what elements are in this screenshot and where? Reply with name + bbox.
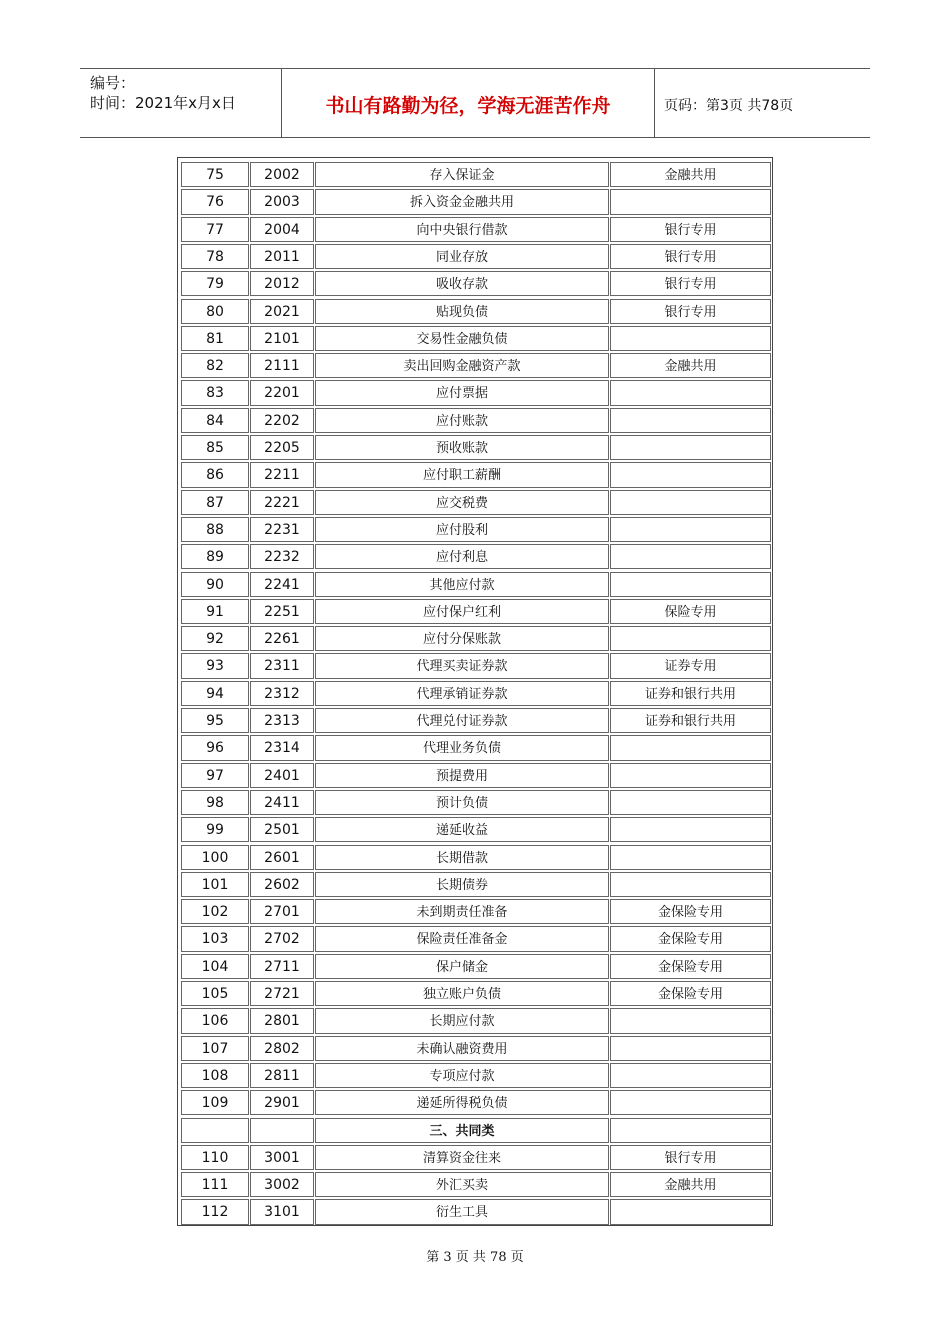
account-code-cell (250, 1118, 314, 1143)
usage-note-cell: 银行专用 (610, 299, 771, 324)
table-row (181, 1171, 769, 1198)
row-index-cell: 97 (181, 763, 249, 788)
account-code-cell: 2901 (250, 1090, 314, 1115)
row-index-cell: 78 (181, 244, 249, 269)
account-code-cell: 2312 (250, 681, 314, 706)
usage-note-cell: 金保险专用 (610, 899, 771, 924)
account-code-cell: 2261 (250, 626, 314, 651)
serial-label: 编号： (90, 74, 136, 92)
account-code-cell: 2251 (250, 599, 314, 624)
account-name-cell: 拆入资金金融共用 (315, 189, 609, 214)
account-code-cell: 2701 (250, 899, 314, 924)
account-name-cell: 代理业务负债 (315, 735, 609, 760)
table-row (181, 980, 769, 1007)
account-code-cell: 2702 (250, 926, 314, 951)
row-index-cell: 93 (181, 653, 249, 678)
header-page-info: 页码：第3页 共78页 (664, 98, 794, 114)
usage-note-cell (610, 380, 771, 405)
table-row (181, 243, 769, 270)
section-title-cell: 三、共同类 (315, 1118, 609, 1143)
account-code-cell: 2601 (250, 845, 314, 870)
account-code-cell: 2721 (250, 981, 314, 1006)
row-index-cell: 85 (181, 435, 249, 460)
usage-note-cell (610, 1008, 771, 1033)
account-code-cell: 2101 (250, 326, 314, 351)
row-index-cell: 106 (181, 1008, 249, 1033)
account-name-cell: 吸收存款 (315, 271, 609, 296)
account-name-cell: 长期债券 (315, 872, 609, 897)
table-row (181, 1062, 769, 1089)
account-code-cell: 2205 (250, 435, 314, 460)
table-row (181, 871, 769, 898)
table-row (181, 188, 769, 215)
usage-note-cell (610, 326, 771, 351)
account-code-cell: 2004 (250, 217, 314, 242)
account-code-cell: 2802 (250, 1036, 314, 1061)
account-name-cell: 未确认融资费用 (315, 1036, 609, 1061)
account-name-cell: 应付票据 (315, 380, 609, 405)
row-index-cell: 99 (181, 817, 249, 842)
table-row (181, 270, 769, 297)
usage-note-cell (610, 1118, 771, 1143)
table-row (181, 707, 769, 734)
account-name-cell: 外汇买卖 (315, 1172, 609, 1197)
usage-note-cell (610, 735, 771, 760)
row-index-cell: 111 (181, 1172, 249, 1197)
account-name-cell: 长期借款 (315, 845, 609, 870)
table-row (181, 325, 769, 352)
account-code-cell: 2221 (250, 490, 314, 515)
row-index-cell: 75 (181, 162, 249, 187)
table-row (181, 407, 769, 434)
account-code-cell: 2411 (250, 790, 314, 815)
table-row (181, 816, 769, 843)
table-row (181, 216, 769, 243)
usage-note-cell (610, 763, 771, 788)
usage-note-cell: 银行专用 (610, 217, 771, 242)
row-index-cell: 104 (181, 954, 249, 979)
usage-note-cell: 金融共用 (610, 1172, 771, 1197)
usage-note-cell: 银行专用 (610, 244, 771, 269)
account-name-cell: 代理承销证券款 (315, 681, 609, 706)
account-name-cell: 预提费用 (315, 763, 609, 788)
accounts-table (177, 157, 773, 1226)
usage-note-cell: 证券和银行共用 (610, 681, 771, 706)
row-index-cell: 76 (181, 189, 249, 214)
usage-note-cell: 银行专用 (610, 271, 771, 296)
row-index-cell: 96 (181, 735, 249, 760)
table-row (181, 1007, 769, 1034)
usage-note-cell (610, 517, 771, 542)
account-name-cell: 递延收益 (315, 817, 609, 842)
table-row (181, 680, 769, 707)
account-code-cell: 2202 (250, 408, 314, 433)
account-code-cell: 2311 (250, 653, 314, 678)
account-code-cell: 2111 (250, 353, 314, 378)
usage-note-cell (610, 1199, 771, 1224)
table-row (181, 298, 769, 325)
usage-note-cell: 银行专用 (610, 1145, 771, 1170)
table-row (181, 161, 769, 188)
table-row (181, 434, 769, 461)
account-name-cell: 同业存放 (315, 244, 609, 269)
account-name-cell: 应付利息 (315, 544, 609, 569)
account-code-cell: 2021 (250, 299, 314, 324)
date-label: 时间：2021年x月x日 (90, 94, 236, 112)
account-name-cell: 应付账款 (315, 408, 609, 433)
account-code-cell: 2002 (250, 162, 314, 187)
row-index-cell: 94 (181, 681, 249, 706)
row-index-cell: 77 (181, 217, 249, 242)
row-index-cell: 109 (181, 1090, 249, 1115)
account-name-cell: 递延所得税负债 (315, 1090, 609, 1115)
table-row (181, 571, 769, 598)
account-name-cell: 其他应付款 (315, 572, 609, 597)
usage-note-cell (610, 817, 771, 842)
account-name-cell: 应付股利 (315, 517, 609, 542)
account-name-cell: 保险责任准备金 (315, 926, 609, 951)
table-row (181, 925, 769, 952)
account-name-cell: 衍生工具 (315, 1199, 609, 1224)
account-name-cell: 代理买卖证券款 (315, 653, 609, 678)
row-index-cell: 81 (181, 326, 249, 351)
usage-note-cell (610, 790, 771, 815)
row-index-cell: 102 (181, 899, 249, 924)
account-code-cell: 2602 (250, 872, 314, 897)
account-name-cell: 预收账款 (315, 435, 609, 460)
account-code-cell: 3101 (250, 1199, 314, 1224)
row-index-cell: 83 (181, 380, 249, 405)
usage-note-cell: 保险专用 (610, 599, 771, 624)
account-code-cell: 2711 (250, 954, 314, 979)
row-index-cell: 101 (181, 872, 249, 897)
row-index-cell: 80 (181, 299, 249, 324)
table-row (181, 1089, 769, 1116)
row-index-cell: 95 (181, 708, 249, 733)
account-code-cell: 2003 (250, 189, 314, 214)
account-code-cell: 2241 (250, 572, 314, 597)
account-name-cell: 向中央银行借款 (315, 217, 609, 242)
account-name-cell: 存入保证金 (315, 162, 609, 187)
account-code-cell: 2012 (250, 271, 314, 296)
row-index-cell: 87 (181, 490, 249, 515)
account-name-cell: 未到期责任准备 (315, 899, 609, 924)
account-name-cell: 应交税费 (315, 490, 609, 515)
table-row (181, 543, 769, 570)
account-code-cell: 2231 (250, 517, 314, 542)
account-name-cell: 清算资金往来 (315, 1145, 609, 1170)
table-row (181, 1035, 769, 1062)
table-row (181, 379, 769, 406)
usage-note-cell: 金融共用 (610, 162, 771, 187)
table-row (181, 844, 769, 871)
row-index-cell: 100 (181, 845, 249, 870)
table-row (181, 898, 769, 925)
account-code-cell: 2401 (250, 763, 314, 788)
account-name-cell: 交易性金融负债 (315, 326, 609, 351)
usage-note-cell (610, 490, 771, 515)
account-name-cell: 代理兑付证券款 (315, 708, 609, 733)
account-name-cell: 独立账户负债 (315, 981, 609, 1006)
account-name-cell: 应付保户红利 (315, 599, 609, 624)
usage-note-cell (610, 626, 771, 651)
row-index-cell: 107 (181, 1036, 249, 1061)
usage-note-cell (610, 544, 771, 569)
account-name-cell: 保户储金 (315, 954, 609, 979)
table-row (181, 461, 769, 488)
row-index-cell: 110 (181, 1145, 249, 1170)
account-name-cell: 应付分保账款 (315, 626, 609, 651)
row-index-cell: 88 (181, 517, 249, 542)
table-row (181, 489, 769, 516)
usage-note-cell (610, 408, 771, 433)
usage-note-cell (610, 435, 771, 460)
account-name-cell: 预计负债 (315, 790, 609, 815)
table-row (181, 789, 769, 816)
row-index-cell: 89 (181, 544, 249, 569)
account-code-cell: 2501 (250, 817, 314, 842)
header-divider (654, 69, 655, 137)
account-code-cell: 2314 (250, 735, 314, 760)
row-index-cell: 105 (181, 981, 249, 1006)
row-index-cell (181, 1118, 249, 1143)
row-index-cell: 112 (181, 1199, 249, 1224)
page-header (80, 68, 870, 138)
usage-note-cell: 证券和银行共用 (610, 708, 771, 733)
account-name-cell: 应付职工薪酬 (315, 462, 609, 487)
usage-note-cell (610, 1036, 771, 1061)
account-code-cell: 2313 (250, 708, 314, 733)
table-body (181, 161, 769, 1222)
header-meta (90, 73, 280, 113)
usage-note-cell: 金保险专用 (610, 954, 771, 979)
row-index-cell: 103 (181, 926, 249, 951)
usage-note-cell (610, 845, 771, 870)
row-index-cell: 98 (181, 790, 249, 815)
header-motto: 书山有路勤为径，学海无涯苦作舟 (325, 95, 611, 117)
account-code-cell: 2811 (250, 1063, 314, 1088)
usage-note-cell (610, 872, 771, 897)
table-row (181, 352, 769, 379)
account-name-cell: 卖出回购金融资产款 (315, 353, 609, 378)
row-index-cell: 108 (181, 1063, 249, 1088)
row-index-cell: 92 (181, 626, 249, 651)
row-index-cell: 91 (181, 599, 249, 624)
row-index-cell: 86 (181, 462, 249, 487)
table-row (181, 516, 769, 543)
row-index-cell: 90 (181, 572, 249, 597)
usage-note-cell: 金保险专用 (610, 981, 771, 1006)
usage-note-cell (610, 1090, 771, 1115)
table-row (181, 625, 769, 652)
account-code-cell: 2201 (250, 380, 314, 405)
usage-note-cell: 金保险专用 (610, 926, 771, 951)
account-code-cell: 3001 (250, 1145, 314, 1170)
account-name-cell: 贴现负债 (315, 299, 609, 324)
table-row (181, 762, 769, 789)
table-row (181, 953, 769, 980)
page-footer: 第 3 页 共 78 页 (426, 1250, 524, 1265)
account-name-cell: 长期应付款 (315, 1008, 609, 1033)
account-code-cell: 2801 (250, 1008, 314, 1033)
row-index-cell: 79 (181, 271, 249, 296)
usage-note-cell: 金融共用 (610, 353, 771, 378)
row-index-cell: 82 (181, 353, 249, 378)
usage-note-cell: 证券专用 (610, 653, 771, 678)
account-code-cell: 3002 (250, 1172, 314, 1197)
table-row (181, 1198, 769, 1225)
account-code-cell: 2211 (250, 462, 314, 487)
row-index-cell: 84 (181, 408, 249, 433)
usage-note-cell (610, 462, 771, 487)
table-row (181, 1144, 769, 1171)
account-name-cell: 专项应付款 (315, 1063, 609, 1088)
usage-note-cell (610, 572, 771, 597)
account-code-cell: 2011 (250, 244, 314, 269)
account-code-cell: 2232 (250, 544, 314, 569)
usage-note-cell (610, 1063, 771, 1088)
usage-note-cell (610, 189, 771, 214)
table-row (181, 652, 769, 679)
table-row (181, 734, 769, 761)
table-row (181, 598, 769, 625)
table-row (181, 1117, 769, 1144)
